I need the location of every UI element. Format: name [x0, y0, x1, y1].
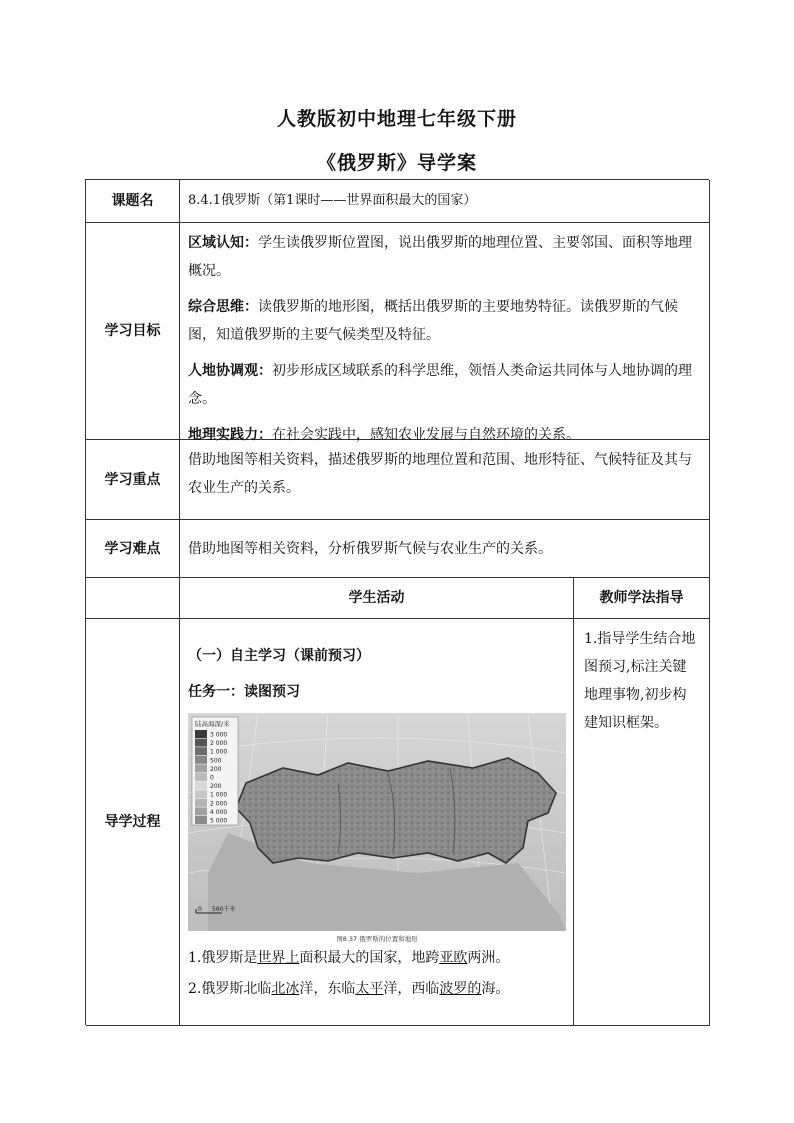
process-label: 导学过程 [86, 619, 180, 1026]
objective-item: 综合思维：读俄罗斯的地形图，概括出俄罗斯的主要地势特征。读俄罗斯的气候图，知道俄罗斯的主要气候类型及特征。 [188, 299, 678, 343]
map-caption: 图8.37 俄罗斯的位置和地形 [336, 935, 418, 943]
legend-swatch [195, 782, 207, 790]
key-points-label: 学习重点 [86, 440, 180, 520]
section-heading: （一）自主学习（课前预习） [188, 648, 370, 664]
objectives-cell [180, 223, 710, 443]
legend-value: 4 000 [210, 808, 228, 816]
legend-value: 1 000 [210, 791, 228, 799]
legend-value: 3 000 [210, 731, 228, 739]
legend-value: 5 000 [210, 817, 228, 825]
legend-swatch [195, 730, 207, 738]
student-activity-cell [180, 619, 574, 1026]
legend-swatch [195, 799, 207, 807]
course-label: 课题名 [86, 180, 180, 223]
legend-swatch [195, 764, 207, 772]
legend-swatch [195, 739, 207, 747]
task-heading: 任务一：读图预习 [188, 684, 300, 700]
teacher-note: 1.指导学生结合地图预习,标注关键地理事物,初步构建知识框架。 [584, 631, 696, 731]
legend-value: 1 000 [210, 748, 228, 756]
difficult-points-text: 借助地图等相关资料，分析俄罗斯气候与农业生产的关系。 [188, 540, 552, 557]
legend-value: 2 000 [210, 800, 228, 808]
student-activity-header: 学生活动 [180, 578, 574, 619]
map-image [188, 713, 566, 943]
objective-item: 区域认知：学生读俄罗斯位置图，说出俄罗斯的地理位置、主要邻国、面积等地理概况。 [188, 235, 692, 279]
key-points-text: 借助地图等相关资料，描述俄罗斯的地理位置和范围、地形特征、气候特征及其与农业生产的关系。 [188, 452, 692, 496]
legend-swatch [195, 790, 207, 798]
key-points-cell [180, 440, 710, 520]
legend-swatch [195, 816, 207, 824]
empty-header-cell [86, 578, 180, 619]
document-subtitle: 《俄罗斯》导学案 [316, 152, 477, 174]
legend-swatch [195, 773, 207, 781]
objectives-label: 学习目标 [86, 223, 180, 440]
difficult-points-label: 学习难点 [86, 520, 180, 578]
question-2: 2.俄罗斯北临北冰洋，东临太平洋，西临波罗的海。 [188, 981, 510, 997]
scale-label: 560千米 [212, 906, 236, 913]
question-1: 1.俄罗斯是世界上面积最大的国家，地跨亚欧两洲。 [188, 950, 510, 966]
legend-swatch [195, 807, 207, 815]
teacher-guidance-header: 教师学法指导 [574, 578, 710, 619]
legend-swatch [195, 756, 207, 764]
russia-terrain-map [188, 713, 566, 943]
legend-value: 500 [210, 757, 222, 765]
difficult-points-cell [180, 520, 710, 578]
svg-text:0: 0 [198, 906, 202, 913]
legend-swatch [195, 747, 207, 755]
legend-value: 2 000 [210, 740, 228, 748]
objective-item: 人地协调观：初步形成区域联系的科学思维，领悟人类命运共同体与人地协调的理念。 [188, 363, 692, 407]
course-cell [180, 180, 710, 223]
legend-title: 陆高海深/米 [195, 720, 230, 728]
teacher-guidance-cell [574, 619, 710, 1026]
objective-item: 地理实践力：在社会实践中，感知农业发展与自然环境的关系。 [188, 427, 580, 443]
course-value: 8.4.1俄罗斯（第1课时——世界面积最大的国家） [188, 193, 477, 208]
legend-value: 0 [210, 774, 214, 782]
study-guide-table [85, 179, 709, 1025]
legend-value: 200 [210, 783, 222, 791]
legend-value: 200 [210, 765, 222, 773]
document-title: 人教版初中地理七年级下册 [276, 108, 517, 130]
